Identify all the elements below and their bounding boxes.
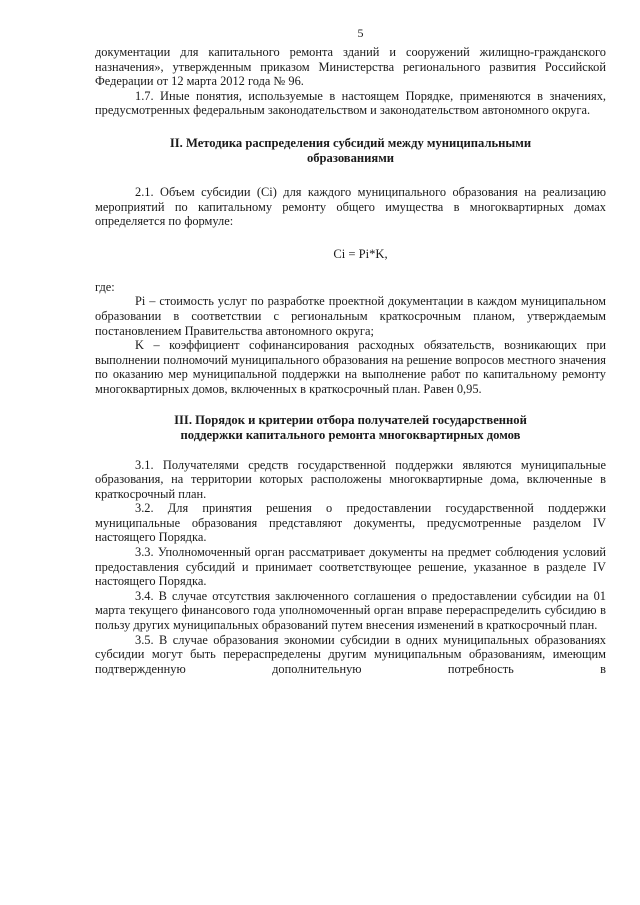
paragraph-3-3: 3.3. Уполномоченный орган рассматривает документы на предмет соблюдения условий предоставления субсидий и принимает соответствующее решение, указанное в разделе IV настоящего Порядка. [95, 545, 606, 589]
section-3-heading [95, 413, 606, 443]
formula: Ci = Pi*K, [333, 246, 388, 261]
page-number: 5 [357, 26, 364, 40]
paragraph-3-2: 3.2. Для принятия решения о предоставлении государственной поддержки муниципальные образования представляют документы, предусмотренные разделом IV настоящего Порядка. [95, 501, 606, 545]
definition-pi: Pi – стоимость услуг по разработке проектной документации в каждом муниципальном образовании в соответствии с региональным краткосрочным планом, утверждаемым постановлением Правительства автономного округа; [95, 294, 606, 338]
definition-k: K – коэффициент софинансирования расходных обязательств, возникающих при выполнении полномочий муниципального образования на решение вопросов местного значения по оказанию мер муниципальной поддержки на выполнение работ по капитальному ремонту многоквартирных домов, включенных в краткосрочный план. Равен 0,95. [95, 338, 606, 396]
paragraph-3-1: 3.1. Получателями средств государственной поддержки являются муниципальные образования, на территории которых расположены многоквартирные дома, включенные в краткосрочный план. [95, 457, 606, 501]
paragraph-2-1: 2.1. Объем субсидии (Ci) для каждого муниципального образования на реализацию мероприятий по капитальному ремонту общего имущества в многоквартирных домах определяется по формуле: [95, 184, 606, 229]
formula-where: где: [95, 279, 115, 294]
section-2-heading-line-2: образованиями [306, 150, 395, 165]
section-2-heading-line-1: II. Методика распределения субсидий между муниципальными [169, 135, 532, 150]
section-3-heading-line-2: поддержки капитального ремонта многоквартирных домов [180, 427, 521, 442]
section-3-heading-line-1: III. Порядок и критерии отбора получателей государственной [174, 412, 527, 427]
paragraph-3-4: 3.4. В случае отсутствия заключенного соглашения о предоставлении субсидии на 01 марта текущего финансового года уполномоченный орган вправе перераспределить субсидию в пользу других муниципальных образований путем внесения изменений в краткосрочный план. [95, 588, 606, 633]
paragraph-3-5: 3.5. В случае образования экономии субсидии в одних муниципальных образованиях субсидии могут быть перераспределены другим муниципальным образованиям, имеющим подтвержденную дополнительную потребность в [95, 632, 606, 676]
section-2-heading [95, 136, 606, 166]
paragraph-1-7: 1.7. Иные понятия, используемые в настоящем Порядке, применяются в значениях, предусмотренных федеральным законодательством и законодательством автономного округа. [95, 88, 606, 118]
paragraph-continuation: документации для капитального ремонта зданий и сооружений жилищно-гражданского назначения», утвержденным приказом Министерства регионального развития Российской Федерации от 12 марта 2012 года № 96. [95, 45, 606, 89]
